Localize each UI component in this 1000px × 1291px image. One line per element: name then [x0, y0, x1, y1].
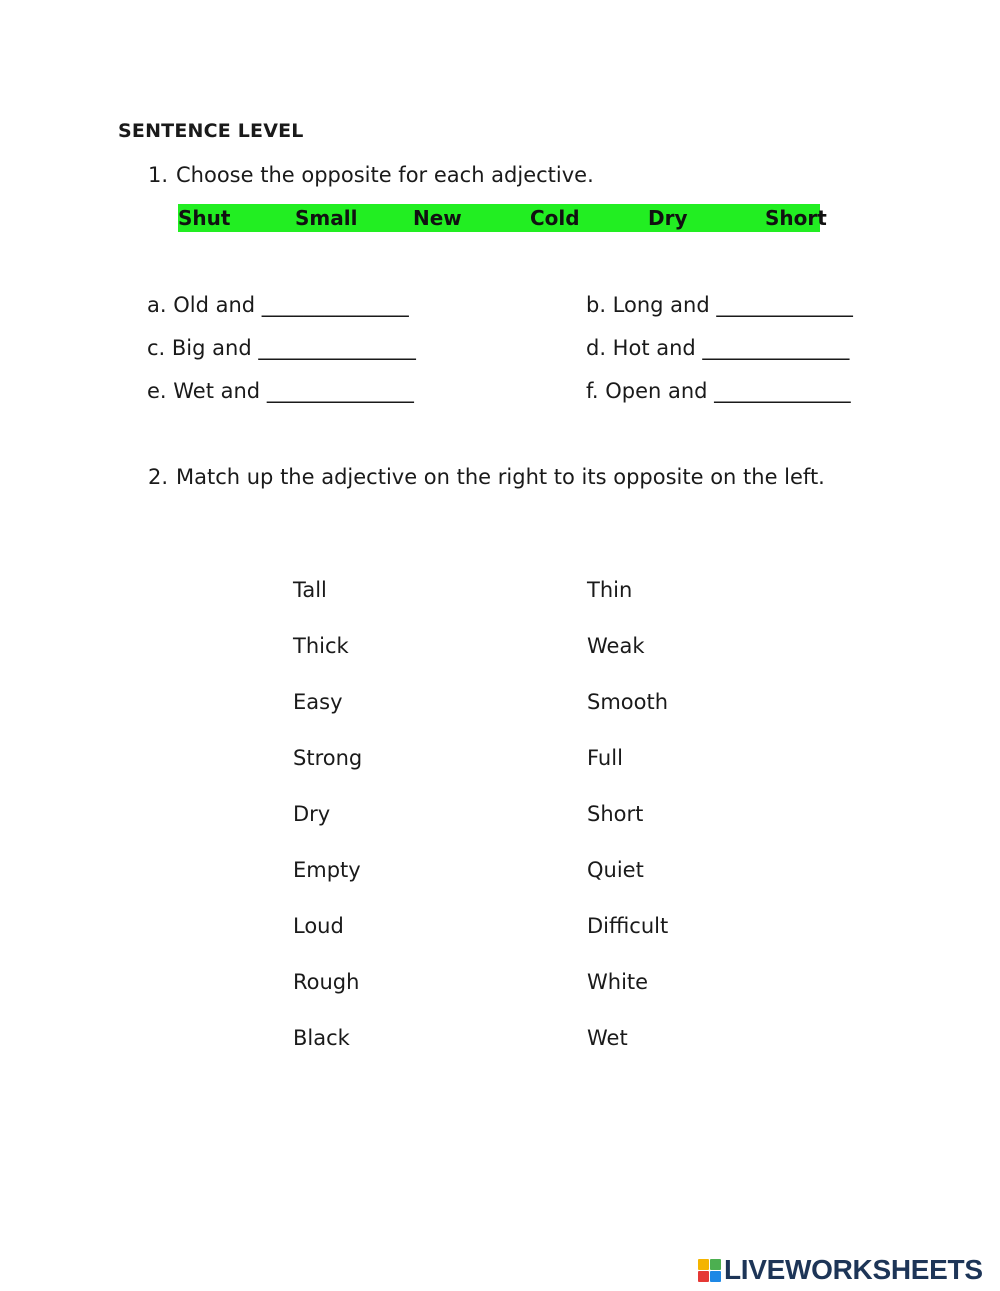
section-heading: SENTENCE LEVEL: [118, 120, 304, 142]
match-right-item[interactable]: Quiet: [587, 858, 644, 882]
question-1-number: 1.: [148, 163, 169, 187]
word-bank-item: Cold: [530, 206, 580, 230]
word-bank-item: Small: [295, 206, 358, 230]
blank-c[interactable]: c. Big and _______________: [147, 336, 416, 360]
logo-block: [698, 1259, 709, 1270]
match-right-item[interactable]: Full: [587, 746, 623, 770]
blank-e[interactable]: e. Wet and ______________: [147, 379, 414, 403]
match-right-item[interactable]: Thin: [587, 578, 633, 602]
liveworksheets-logo-icon: [698, 1259, 721, 1282]
logo-block: [710, 1259, 721, 1270]
match-left-item[interactable]: Strong: [293, 746, 363, 770]
word-bank-item: New: [413, 206, 462, 230]
match-right-item[interactable]: Difficult: [587, 914, 669, 938]
question-2-text: Match up the adjective on the right to its opposite on the left.: [176, 465, 825, 489]
match-right-item[interactable]: Smooth: [587, 690, 669, 714]
match-left-item[interactable]: Loud: [293, 914, 344, 938]
word-bank: [178, 204, 827, 232]
match-left-item[interactable]: Thick: [293, 634, 349, 658]
match-left-item[interactable]: Easy: [293, 690, 343, 714]
blank-b[interactable]: b. Long and _____________: [586, 293, 853, 317]
match-left-item[interactable]: Rough: [293, 970, 360, 994]
word-bank-item: Dry: [648, 206, 688, 230]
question-1-text: Choose the opposite for each adjective.: [176, 163, 594, 187]
match-left-item[interactable]: Dry: [293, 802, 331, 826]
logo-block: [710, 1271, 721, 1282]
match-left-item[interactable]: Empty: [293, 858, 361, 882]
match-left-item[interactable]: Black: [293, 1026, 350, 1050]
blank-f[interactable]: f. Open and _____________: [586, 379, 851, 403]
match-right-item[interactable]: Wet: [587, 1026, 628, 1050]
blank-d[interactable]: d. Hot and ______________: [586, 336, 850, 360]
logo-block: [698, 1271, 709, 1282]
word-bank-item: Shut: [178, 206, 231, 230]
question-2-number: 2.: [148, 465, 169, 489]
blank-a[interactable]: a. Old and ______________: [147, 293, 409, 317]
match-right-item[interactable]: Weak: [587, 634, 645, 658]
liveworksheets-logo: [698, 1255, 983, 1285]
match-right-item[interactable]: Short: [587, 802, 644, 826]
word-bank-item: Short: [765, 206, 827, 230]
match-left-item[interactable]: Tall: [293, 578, 327, 602]
match-right-item[interactable]: White: [587, 970, 649, 994]
logo-text: LIVEWORKSHEETS: [724, 1254, 983, 1285]
